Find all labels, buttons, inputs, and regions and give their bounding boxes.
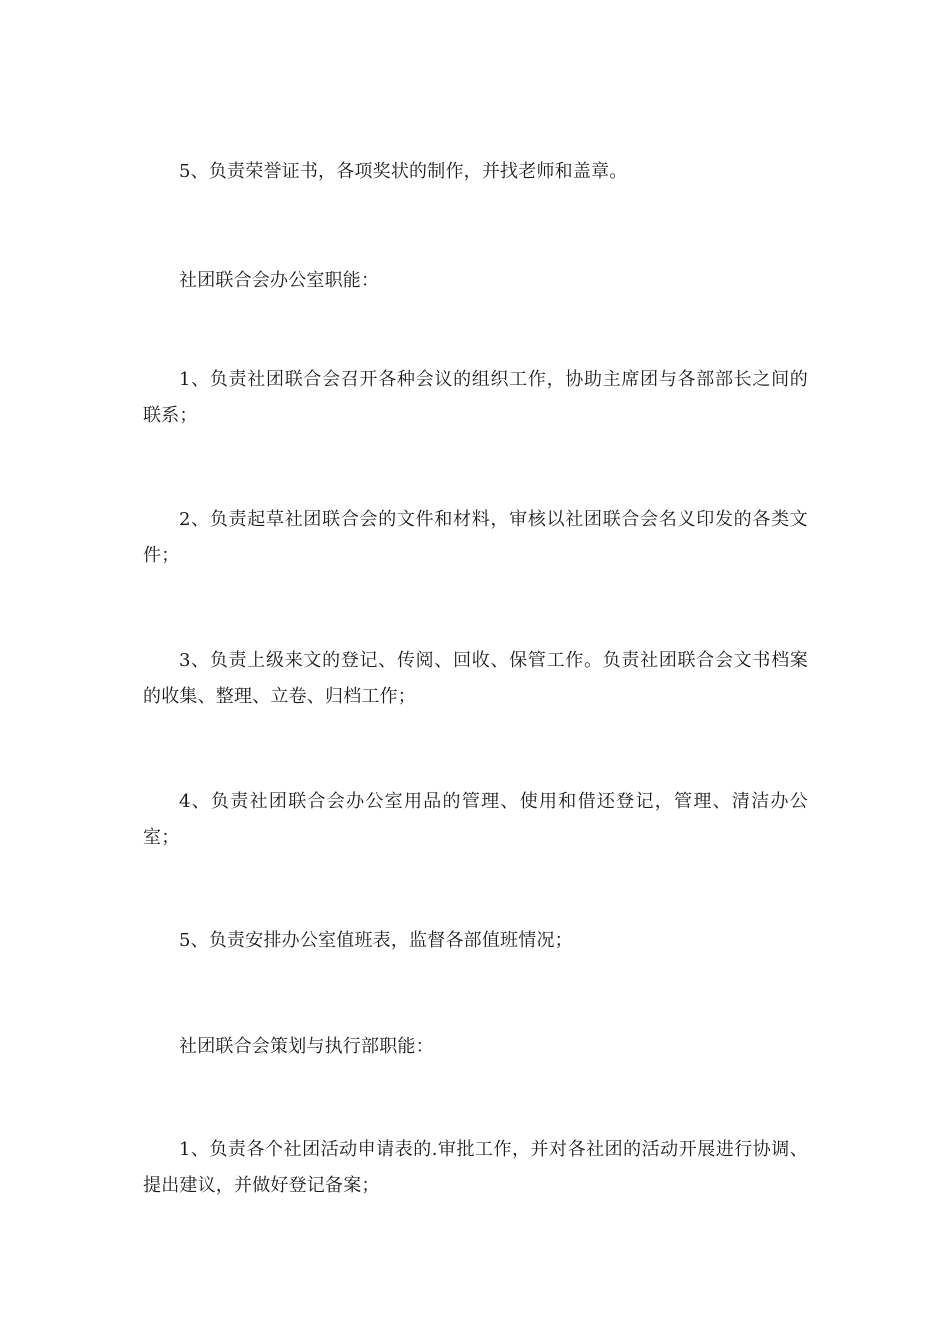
- paragraph-office-duty-4: 4、负责社团联合会办公室用品的管理、使用和借还登记，管理、清洁办公室；: [143, 791, 808, 848]
- paragraph-office-duty-3: 3、负责上级来文的登记、传阅、回收、保管工作。负责社团联合会文书档案的收集、整理、立卷、归档工作；: [143, 650, 808, 707]
- paragraph-honor-certificates: 5、负责荣誉证书，各项奖状的制作，并找老师和盖章。: [179, 161, 628, 182]
- paragraph-office-duty-5: 5、负责安排办公室值班表，监督各部值班情况；: [179, 930, 573, 951]
- paragraph-office-duty-1: 1、负责社团联合会召开各种会议的组织工作，协助主席团与各部部长之间的联系；: [143, 369, 808, 426]
- heading-planning-duties: 社团联合会策划与执行部职能：: [179, 1036, 434, 1057]
- heading-office-duties: 社团联合会办公室职能：: [179, 270, 380, 291]
- paragraph-planning-duty-1: 1、负责各个社团活动申请表的.审批工作，并对各社团的活动开展进行协调、提出建议，并做好登记备案；: [143, 1139, 808, 1196]
- paragraph-office-duty-2: 2、负责起草社团联合会的文件和材料，审核以社团联合会名义印发的各类文件；: [143, 509, 808, 566]
